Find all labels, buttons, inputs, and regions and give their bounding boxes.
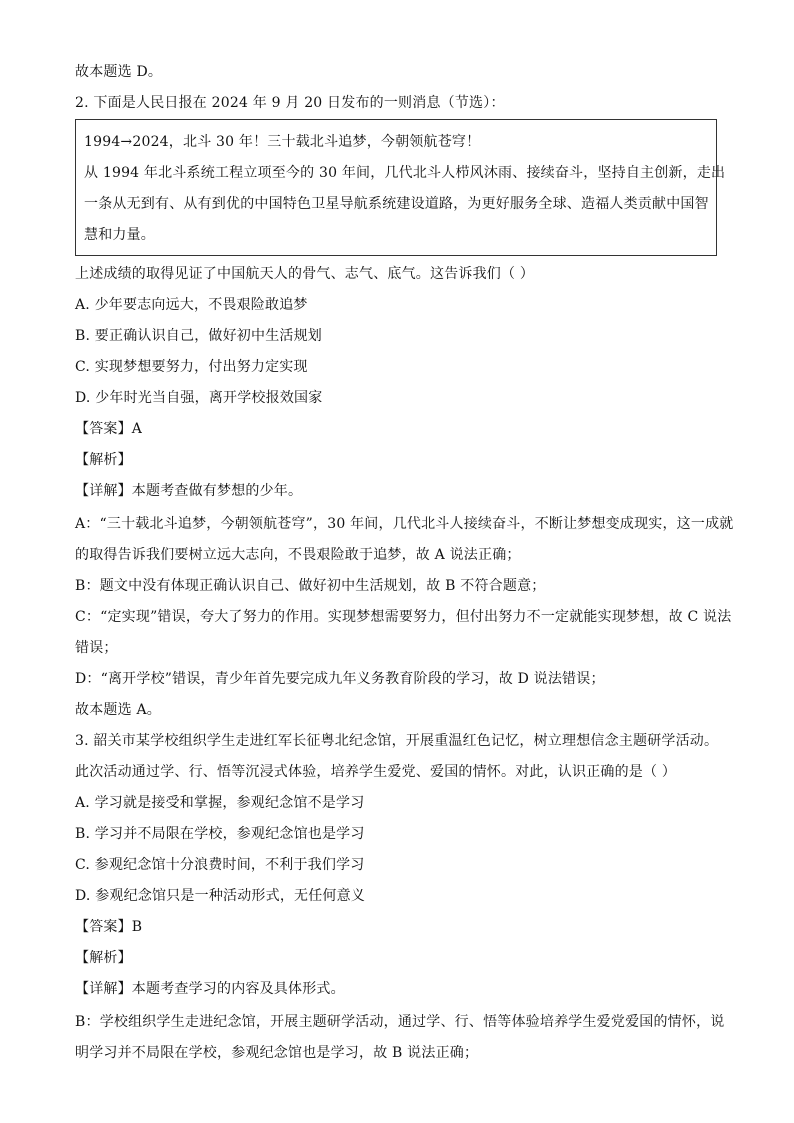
option-a: A. 少年要志向远大，不畏艰险敢追梦 [75,297,308,313]
explanation-line: B：题文中没有体现正确认识自己、做好初中生活规划，故 B 不符合题意； [75,578,546,594]
news-quote-box [75,119,726,256]
detail-line: 【详解】本题考查学习的内容及具体形式。 [75,981,345,997]
option-d: D. 少年时光当自强，离开学校报效国家 [75,390,323,406]
question-2-stem: 上述成绩的取得见证了中国航天人的骨气、志气、底气。这告诉我们（ ） [75,266,535,282]
option-c: C. 实现梦想要努力，付出努力定实现 [75,359,308,375]
analysis-label: 【解析】 [75,452,132,468]
option-b: B. 要正确认识自己，做好初中生活规划 [75,328,322,344]
analysis-label: 【解析】 [75,950,132,966]
question-2-intro: 2. 下面是人民日报在 2024 年 9 月 20 日发布的一则消息（节选）： [75,95,505,111]
quote-line: 一条从无到有、从有到优的中国特色卫星导航系统建设道路，为更好服务全球、造福人类贡献中国智 [84,196,709,212]
option-b: B. 学习并不局限在学校，参观纪念馆也是学习 [75,826,365,842]
answer-label: 【答案】B [75,919,143,935]
quote-headline: 1994→2024，北斗 30 年！三十载北斗追梦，今朝领航苍穹！ [84,134,481,150]
explanation-line: 的取得告诉我们要树立远大志向，不畏艰险敢于追梦，故 A 说法正确； [75,547,521,563]
quote-line: 从 1994 年北斗系统工程立项至今的 30 年间，几代北斗人栉风沐雨、接续奋斗，坚持自主创新，走出 [84,165,726,181]
explanation-line: D：“离开学校”错误，青少年首先要完成九年义务教育阶段的学习，故 D 说法错误； [75,671,605,687]
quote-line: 慧和力量。 [84,227,155,243]
explanation-line: A：“三十载北斗追梦，今朝领航苍穹”，30 年间，几代北斗人接续奋斗，不断让梦想变成现实，这一成就 [75,516,734,532]
answer-label: 【答案】A [75,421,143,437]
conclusion-line: 故本题选 A。 [75,702,161,718]
option-d: D. 参观纪念馆只是一种活动形式，无任何意义 [75,888,366,904]
question-3-stem: 3. 韶关市某学校组织学生走进红军长征粤北纪念馆，开展重温红色记忆，树立理想信念主题研学活动。 [75,733,719,749]
explanation-line: 明学习并不局限在学校，参观纪念馆也是学习，故 B 说法正确； [75,1045,479,1061]
explanation-line: 错误； [75,640,118,656]
explanation-line: C：“定实现”错误，夸大了努力的作用。实现梦想需要努力，但付出努力不一定就能实现梦想，故 C 说法 [75,609,732,625]
option-a: A. 学习就是接受和掌握，参观纪念馆不是学习 [75,795,365,811]
option-c: C. 参观纪念馆十分浪费时间，不利于我们学习 [75,857,365,873]
previous-conclusion: 故本题选 D。 [75,64,163,80]
detail-line: 【详解】本题考查做有梦想的少年。 [75,483,303,499]
question-3-stem: 此次活动通过学、行、悟等沉浸式体验，培养学生爱党、爱国的情怀。对此，认识正确的是（ ） [75,764,677,780]
explanation-line: B：学校组织学生走进纪念馆，开展主题研学活动，通过学、行、悟等体验培养学生爱党爱国的情怀，说 [75,1014,725,1030]
